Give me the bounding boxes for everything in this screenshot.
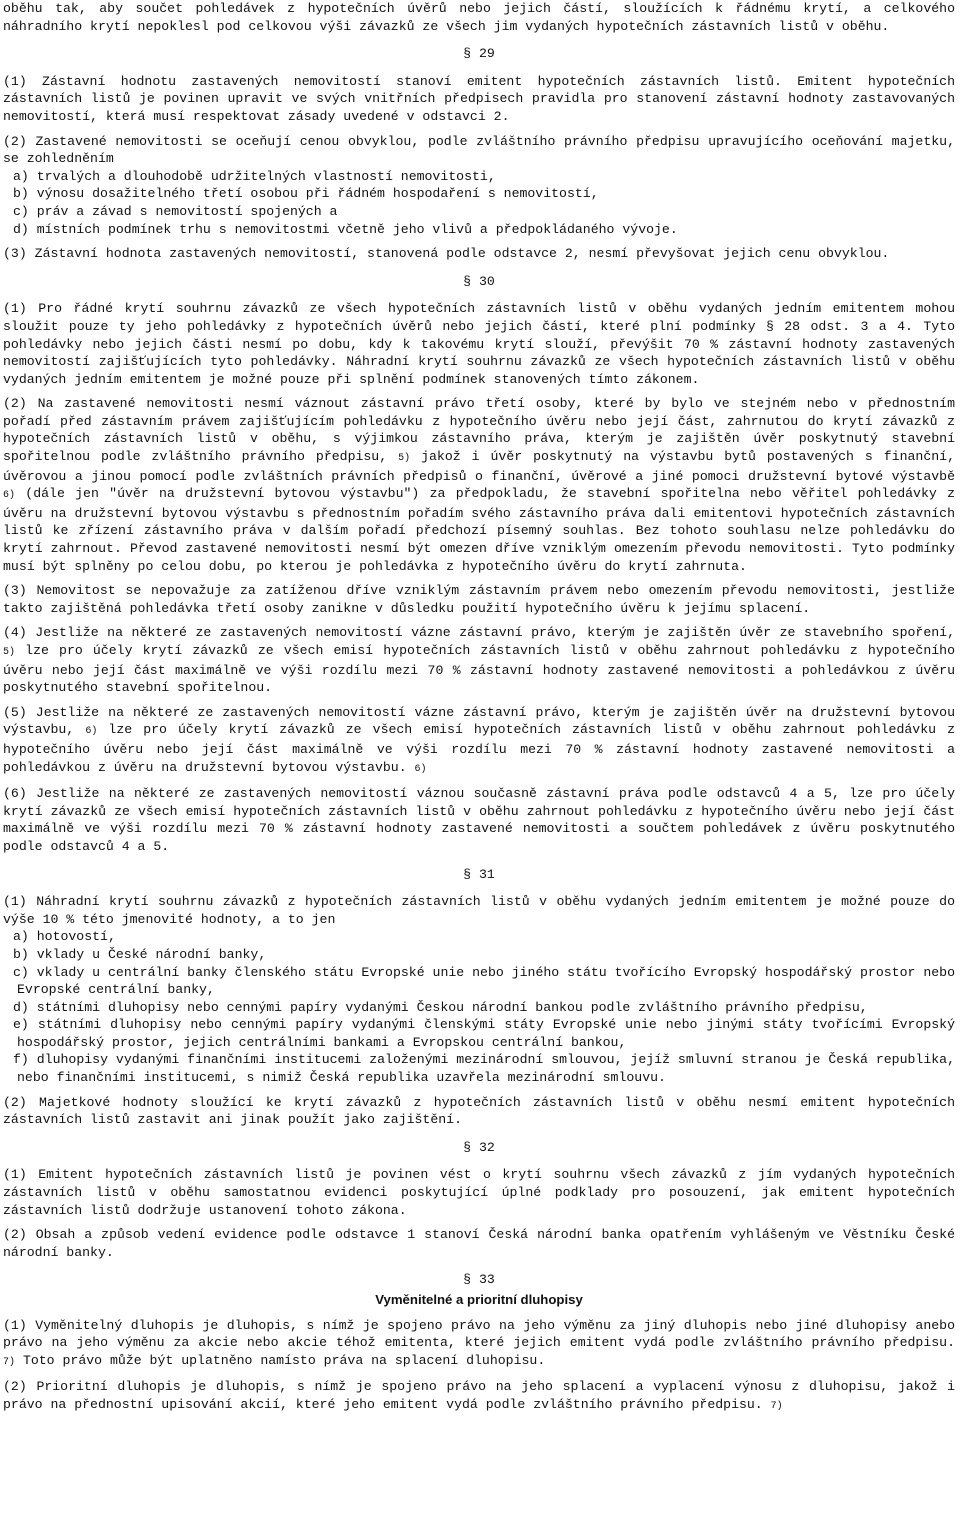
s29-item-c: c) práv a závad s nemovitostí spojených a: [13, 203, 338, 219]
footnote-ref: 5): [3, 647, 16, 658]
s33-paragraph-2: [3, 1378, 955, 1415]
s30-p4-text-b: lze pro účely krytí závazků ze všech emisí hypotečních zástavních listů v oběhu zahrnout pohledávku z hypotečního úvěru nebo její část maximálně ve výši rozdílu mezi 70 % zástavní hodnoty zastavené nemovitosti a pohledávkou z úvěru poskytnutého stavební spořitelnou.: [3, 643, 955, 696]
s33-p1-text-a: (1) Vyměnitelný dluhopis je dluhopis, s nímž je spojeno právo na jeho výměnu za jiný dluhopis nebo jiné dluhopisy anebo právo na jeho výměnu za akcie nebo akcie téhož emitenta, které jejich emitent vydá podle zvláštního právního předpisu.: [3, 1317, 955, 1351]
section-33-heading: § 33: [463, 1272, 495, 1288]
footnote-ref: 6): [414, 763, 427, 775]
s29-paragraph-1: (1) Zástavní hodnotu zastavených nemovitostí stanoví emitent hypotečních zástavních listů. Emitent hypotečních zástavních listů je povinen upravit ve svých vnitřních předpisech pravidla pro stanovení zástavní hodnoty zastavovaných nemovitostí, která musí respektovat zásady uvedené v odstavci 2.: [3, 73, 955, 124]
section-29-heading: § 29: [463, 46, 495, 62]
s30-p2-text-b: jakož i úvěr poskytnutý na výstavbu bytů postavených s finanční, úvěrovou a jinou pomocí podle zvláštních právních předpisů o finanční, úvěrové a jiné pomoci družstevní bytové výstavbě: [3, 449, 955, 484]
s31-paragraph-1: (1) Náhradní krytí souhrnu závazků z hypotečních zástavních listů v oběhu vydaných jedním emitentem je možné pouze do výše 10 % této jmenovité hodnoty, a to jen: [3, 894, 955, 927]
s31-item-e: e) státními dluhopisy nebo cennými papíry vydanými členskými státy Evropské unie nebo jinými státy tvořícími Evropský hospodářský prostor, jejich centrálními bankami a Evropskou centrální bankou,: [13, 1017, 955, 1050]
s30-p5-text-a: (5) Jestliže na některé ze zastavených nemovitostí vázne zástavní právo, kterým je zajištěn úvěr na družstevní bytovou výstavbu,: [3, 704, 955, 738]
s29-paragraph-3: (3) Zástavní hodnota zastavených nemovitostí, stanovená podle odstavce 2, nesmí převyšovat jejich cenu obvyklou.: [3, 246, 890, 262]
intro-paragraph: oběhu tak, aby součet pohledávek z hypotečních úvěrů nebo jejich částí, sloužících k řádnému krytí, a celkového náhradního krytí nepoklesl pod celkovou výši závazků ze všech jim vydaných hypotečních zástavních listů v oběhu.: [3, 1, 955, 34]
s31-item-f: f) dluhopisy vydanými finančními institucemi založenými mezinárodní smlouvou, jejíž smluvní stranou je Česká republika, nebo finančními institucemi, s nimiž Česká republika uzavřela mezinárodní smlouvu.: [13, 1052, 955, 1086]
s31-item-a: a) hotovostí,: [13, 929, 116, 945]
s29-item-a: a) trvalých a dlouhodobě udržitelných vlastností nemovitosti,: [13, 168, 496, 184]
s33-paragraph-1: [3, 1317, 955, 1372]
section-33-title: Vyměnitelné a prioritní dluhopisy: [375, 1292, 583, 1307]
s31-item-b: b) vklady u České národní banky,: [13, 946, 267, 962]
s29-item-d: d) místních podmínek trhu s nemovitostmi včetně jeho vlivů a předpokládaného vývoje.: [13, 221, 678, 237]
s30-p5-text-b: lze pro účely krytí závazků ze všech emisí hypotečních zástavních listů v oběhu zahrnout pohledávku z hypotečního úvěru nebo její část maximálně ve výši rozdílu mezi 70 % zástavní hodnoty zastavené nemovitosti a pohledávkou z úvěru na družstevní bytovou výstavbu.: [3, 722, 956, 775]
section-31-heading: § 31: [463, 866, 495, 882]
s30-paragraph-2: [3, 395, 955, 575]
footnote-ref: 6): [85, 726, 98, 738]
section-30-heading: § 30: [463, 273, 495, 289]
footnote-ref: 7): [770, 1400, 783, 1412]
s30-paragraph-3: (3) Nemovitost se nepovažuje za zatíženou dříve vzniklým zástavním právem nebo omezením převodu nemovitosti, jestliže takto zajištěná pohledávka třetí osoby zanikne v důsledku použití hypotečního úvěru k jejímu splacení.: [3, 583, 955, 616]
s31-item-d: d) státními dluhopisy nebo cennými papíry vydanými Českou národní bankou podle zvláštního právního předpisu,: [13, 999, 868, 1015]
s30-paragraph-6: (6) Jestliže na některé ze zastavených nemovitostí váznou současně zástavní práva podle odstavců 4 a 5, lze pro účely krytí závazků ze všech emisí hypotečních zástavních listů v oběhu zahrnout pohledávku z hypotečního úvěru nebo její část maximálně ve výši rozdílu mezi 70 % zástavní hodnoty zastavené nemovitosti a součtem pohledávek z úvěru poskytnutého podle odstavců 4 a 5.: [3, 786, 955, 854]
s30-p4-text-a: (4) Jestliže na některé ze zastavených nemovitostí vázne zástavní právo, kterým je zajištěn úvěr ze stavebního spoření,: [3, 625, 955, 641]
s32-paragraph-1: (1) Emitent hypotečních zástavních listů je povinen vést o krytí souhrnu všech závazků z jím vydaných hypotečních zástavních listů v oběhu samostatnou evidenci poskytující úplné podklady pro posouzení, jak emitent hypotečních zástavních listů dodržuje ustanovení tohoto zákona.: [3, 1167, 955, 1218]
s31-item-c: c) vklady u centrální banky členského státu Evropské unie nebo jiného státu tvořícího Evropský hospodářský prostor nebo Evropské centrální banky,: [13, 964, 955, 998]
s31-paragraph-2: (2) Majetkové hodnoty sloužící ke krytí závazků z hypotečních zástavních listů v oběhu nesmí emitent hypotečních zástavních listů zastavit ani jinak použít jako zajištění.: [3, 1094, 955, 1128]
s29-item-b: b) výnosu dosažitelného třetí osobou při řádném hospodaření s nemovitostí,: [13, 186, 599, 202]
s30-p2-text-c: (dále jen "úvěr na družstevní bytovou výstavbu") za předpokladu, že stavební spořitelna nebo věřitel pohledávky z úvěru na družstevní bytovou výstavbu s přednostním pořadím svého zástavního práva dali emitentovi hypotečních zástavních listů ke zřízení zástavního práva v dalším pořadí předchozí písemný souhlas. Bez tohoto souhlasu nelze pohledávku do krytí zahrnout. Převod zastavené nemovitosti nesmí být omezen dříve vzniklým omezením převodu nemovitosti. Tyto podmínky musí být splněny po celou dobu, po kterou je pohledávka z hypotečního úvěru do krytí zahrnuta.: [3, 486, 955, 574]
section-32-heading: § 32: [463, 1139, 495, 1155]
s33-p1-text-b: Toto právo může být uplatněno namísto práva na splacení dluhopisu.: [22, 1352, 546, 1368]
s30-p2-text-a: (2) Na zastavené nemovitosti nesmí váznout zástavní právo třetí osoby, které by bylo ve stejném nebo v přednostním pořadí před zástavním právem zajišťujícím pohledávku z hypotečního úvěru nebo její část, zahrnutou do krytí závazků z hypotečních zástavních listů v oběhu, s výjimkou zástavního práva, kterým je zajištěn úvěr poskytnutý stavební spořitelnou podle zvláštního právního předpisu,: [3, 396, 955, 465]
s30-paragraph-5: [3, 704, 955, 778]
s33-p2-text: (2) Prioritní dluhopis je dluhopis, s nímž je spojeno právo na jeho splacení a vyplacení výnosu z dluhopisu, jakož i právo na přednostní upisování akcií, které jeho emitent vydá podle zvláštního právního předpisu.: [3, 1379, 955, 1412]
footnote-ref: 5): [398, 453, 411, 465]
footnote-ref: 6): [3, 490, 16, 502]
footnote-ref: 7): [3, 1356, 16, 1368]
s32-paragraph-2: (2) Obsah a způsob vedení evidence podle odstavce 1 stanoví Česká národní banka opatřením vyhlášeným ve Věstníku České národní banky.: [3, 1227, 955, 1260]
s29-paragraph-2: (2) Zastavené nemovitosti se oceňují cenou obvyklou, podle zvláštního právního předpisu upravujícího oceňování majetku, se zohledněním: [3, 133, 955, 167]
s30-paragraph-4: [3, 624, 955, 696]
s30-paragraph-1: (1) Pro řádné krytí souhrnu závazků ze všech hypotečních zástavních listů v oběhu vydaných jedním emitentem mohou sloužit pouze ty jeho pohledávky z hypotečních úvěrů nebo jejich částí, které plní podmínky § 28 odst. 3 a 4. Tyto pohledávky nebo jejich části nesmí po dobu, kdy k takovému krytí slouží, převýšit 70 % zástavní hodnoty zastavených nemovitostí zajišťujících tyto pohledávky. Náhradní krytí souhrnu závazků ze všech hypotečních zástavních listů v oběhu vydaných jedním emitentem je možné pouze při splnění podmínek stanovených tímto zákonem.: [3, 301, 955, 387]
document-page: [3, 0, 955, 1416]
